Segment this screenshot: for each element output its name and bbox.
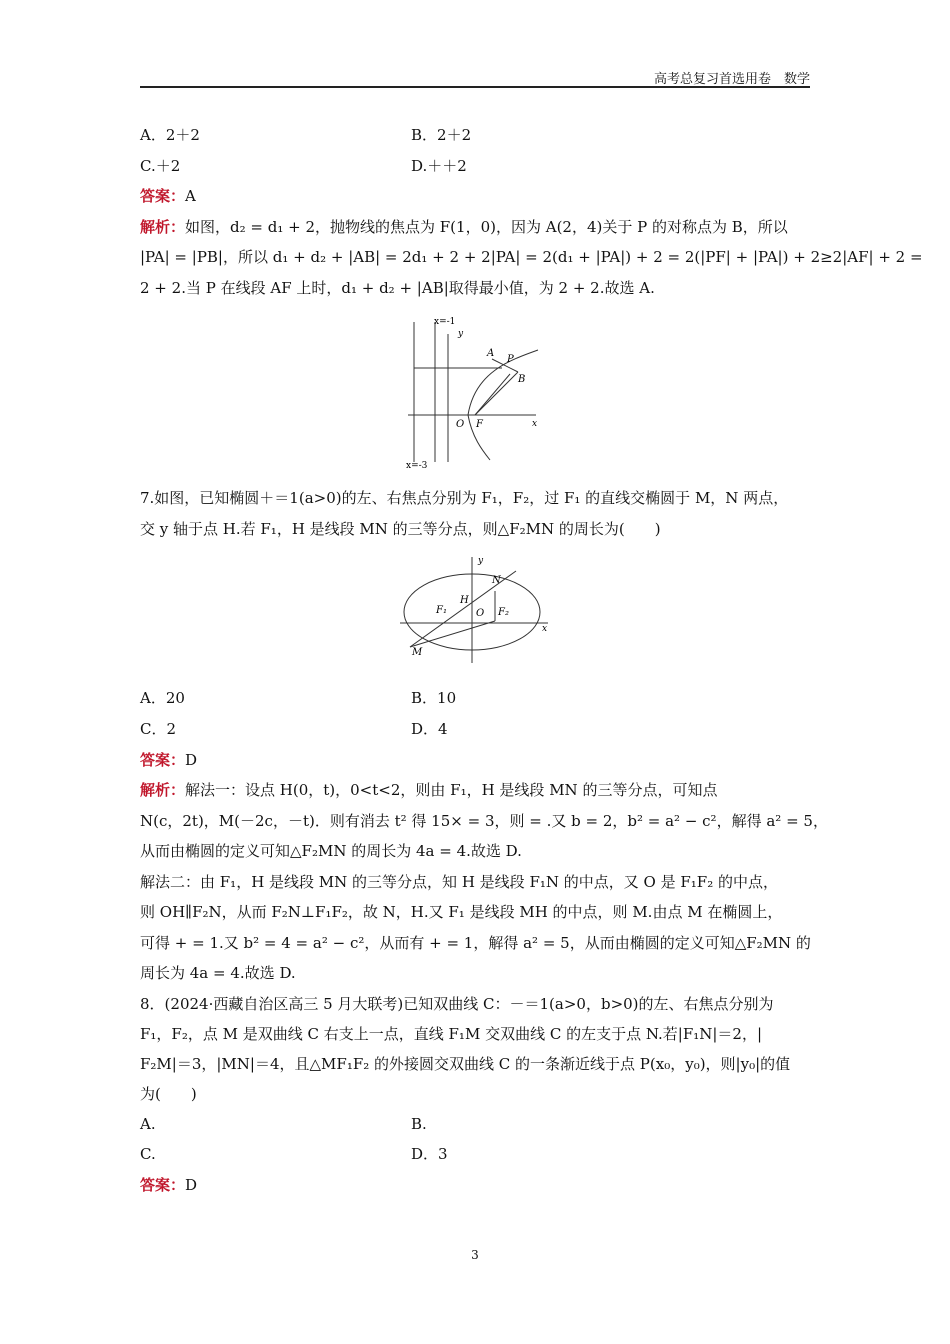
q6-option-d: D.＋＋2 [411,157,467,175]
page-number: 3 [471,1248,479,1262]
q8-option-b: B. [411,1115,427,1133]
q8-option-c: C. [140,1145,156,1163]
q7-analysis-2d: 周长为 4a = 4.故选 D. [140,964,296,982]
page-header [140,68,810,88]
answer-value: D [185,751,198,769]
q7-option-d: D．4 [411,720,448,738]
axis-x-label: x [532,419,538,429]
answer-value: A [185,187,196,205]
label-m: M [412,647,423,658]
label-x-minus-1: x=-1 [434,317,456,327]
header-title: 高考总复习首选用卷 数学 [653,72,810,87]
label-o: O [456,419,465,430]
label-h: H [460,595,469,606]
label-f1: F₁ [436,605,447,616]
q7-stem-2: 交 y 轴于点 H.若 F₁，H 是线段 MN 的三等分点，则△F₂MN 的周长为( ) [140,520,661,538]
q8-stem-3: F₂M|＝3，|MN|＝4，且△MF₁F₂ 的外接圆交双曲线 C 的一条渐近线于点 P(x₀，y₀)，则|y₀|的值 [140,1055,791,1073]
q8-stem-1: 8．(2024·西藏自治区高三 5 月大联考)已知双曲线 C：－＝1(a>0，b>0)的左、右焦点分别为 [140,995,774,1013]
q7-analysis-1a [140,780,717,800]
axis-y-label: y [478,556,484,566]
q7-analysis-2c: 可得 + = 1.又 b² = 4 = a² − c²，从而有 + = 1，解得 a² = 5，从而由椭圆的定义可知△F₂MN 的 [140,934,811,952]
q7-option-a: A．20 [140,689,185,707]
answer-label: 答案： [140,751,186,769]
axis-x-label: x [542,624,548,634]
label-o: O [476,608,485,619]
q7-stem-1: 7.如图，已知椭圆＋＝1(a>0)的左、右焦点分别为 F₁，F₂，过 F₁ 的直线交椭圆于 M，N 两点， [140,489,789,507]
answer-value: D [185,1176,198,1194]
q7-analysis-1c: 从而由椭圆的定义可知△F₂MN 的周长为 4a = 4.故选 D. [140,842,522,860]
q6-option-b: B．2＋2 [411,126,472,144]
answer-label: 答案： [140,187,186,205]
q7-option-c: C．2 [140,720,177,738]
label-p: P [507,354,514,365]
analysis-label: 解析： [140,781,186,799]
q8-stem-4: 为( ) [140,1085,197,1103]
label-n: N [492,575,501,586]
q6-analysis-line-3: 2 + 2.当 P 在线段 AF 上时，d₁ + d₂ + |AB|取得最小值，为 2 + 2.故选 A. [140,279,655,297]
q6-analysis-line-1 [140,217,788,237]
parabola-figure [400,312,550,472]
q7-analysis-2b: 则 OH∥F₂N，从而 F₂N⊥F₁F₂，故 N，H.又 F₁ 是线段 MH 的中点，则 M.由点 M 在椭圆上， [140,903,783,921]
ellipse-figure [398,553,554,665]
q6-answer [140,186,196,206]
q6-option-c: C.＋2 [140,157,181,175]
q7-analysis-1b: N(c，2t)，M(－2c，－t)．则有消去 t² 得 15× = 3，则 = .又 b = 2，b² = a² − c²，解得 a² = 5， [140,812,828,830]
q8-option-d: D．3 [411,1145,448,1163]
label-x-minus-3: x=-3 [406,461,428,471]
analysis-label: 解析： [140,218,186,236]
axis-y-label: y [458,329,464,339]
label-f: F [476,419,483,430]
q7-option-b: B．10 [411,689,457,707]
q6-sol-1: 如图，d₂ = d₁ + 2，抛物线的焦点为 F(1，0)，因为 A(2，4)关于 P 的对称点为 B，所以 [185,218,788,236]
q7-analysis-2a: 解法二：由 F₁，H 是线段 MN 的三等分点，知 H 是线段 F₁N 的中点，又 O 是 F₁F₂ 的中点， [140,873,778,891]
label-a: A [487,348,495,359]
label-b: B [518,374,526,385]
q8-option-a: A. [140,1115,156,1133]
q7-answer [140,750,197,770]
q7-m1a-text: 解法一：设点 H(0，t)，0<t<2，则由 F₁，H 是线段 MN 的三等分点，可知点 [185,781,718,799]
answer-label: 答案： [140,1176,186,1194]
q8-stem-2: F₁，F₂，点 M 是双曲线 C 右支上一点，直线 F₁M 交双曲线 C 的左支于点 N.若|F₁N|＝2，| [140,1025,763,1043]
q8-answer [140,1175,197,1195]
q6-analysis-line-2: |PA| = |PB|，所以 d₁ + d₂ + |AB| = 2d₁ + 2 + 2|PA| = 2(d₁ + |PA|) + 2 = 2(|PF| + |PA|) + 2≥2|AF| + 2 = [140,248,923,266]
label-f2: F₂ [498,607,509,618]
q6-option-a: A．2＋2 [140,126,200,144]
